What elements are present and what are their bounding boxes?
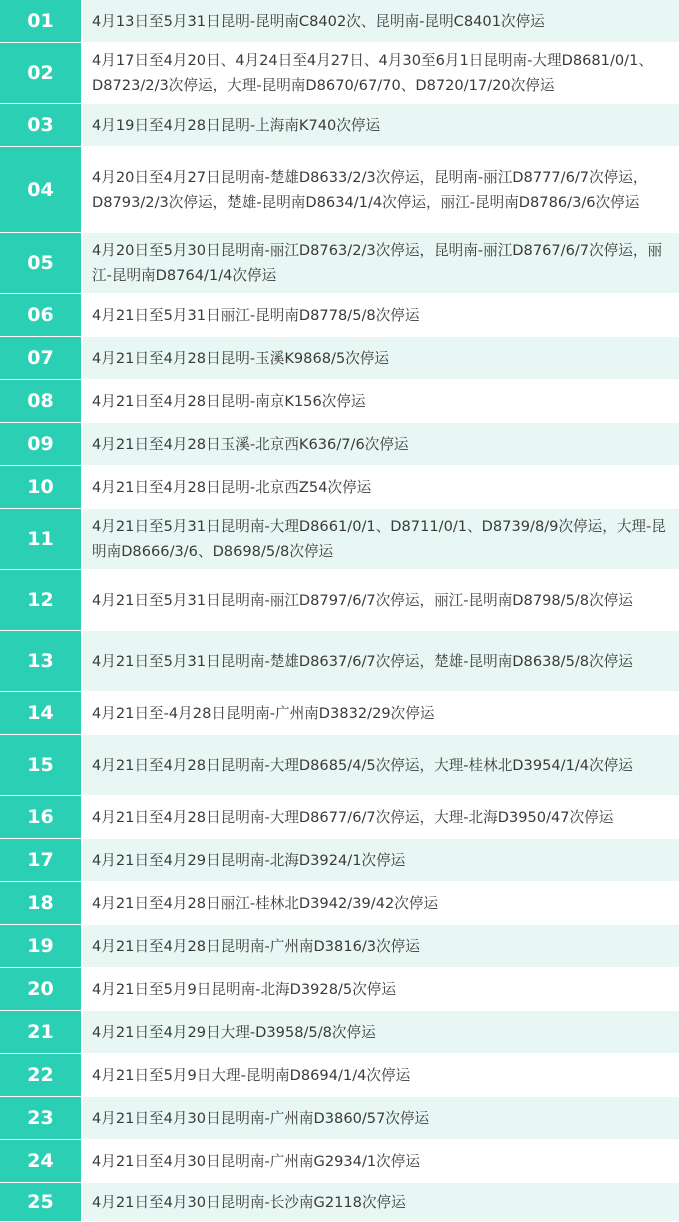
row-text: 4月21日至4月30日昆明南-广州南G2934/1次停运: [83, 1140, 679, 1182]
table-row: [0, 925, 679, 968]
row-text: 4月21日至4月28日昆明-北京西Z54次停运: [83, 466, 679, 508]
row-text: 4月21日至4月28日昆明-玉溪K9868/5次停运: [83, 337, 679, 379]
row-text: 4月21日至4月29日大理-D3958/5/8次停运: [83, 1011, 679, 1053]
row-number: 21: [0, 1011, 83, 1053]
row-number: 23: [0, 1097, 83, 1139]
row-text: 4月21日至4月28日丽江-桂林北D3942/39/42次停运: [83, 882, 679, 924]
table-row: [0, 631, 679, 692]
row-text: 4月21日至4月28日昆明南-广州南D3816/3次停运: [83, 925, 679, 967]
row-text: 4月21日至4月30日昆明南-广州南D3860/57次停运: [83, 1097, 679, 1139]
table-row: [0, 147, 679, 233]
table-row: [0, 796, 679, 839]
row-text: 4月21日至4月28日昆明南-大理D8677/6/7次停运，大理-北海D3950/47次停运: [83, 796, 679, 838]
row-number: 22: [0, 1054, 83, 1096]
table-row: [0, 1183, 679, 1222]
row-number: 03: [0, 104, 83, 146]
row-number: 06: [0, 294, 83, 336]
row-number: 05: [0, 233, 83, 293]
row-text: 4月21日至4月30日昆明南-长沙南G2118次停运: [83, 1183, 679, 1221]
table-row: [0, 0, 679, 43]
row-text: 4月21日至5月31日昆明南-楚雄D8637/6/7次停运，楚雄-昆明南D8638/5/8次停运: [83, 631, 679, 691]
table-row: [0, 1140, 679, 1183]
table-row: [0, 104, 679, 147]
row-text: 4月13日至5月31日昆明-昆明南C8402次、昆明南-昆明C8401次停运: [83, 0, 679, 42]
row-number: 12: [0, 570, 83, 630]
row-number: 02: [0, 43, 83, 103]
row-text: 4月20日至5月30日昆明南-丽江D8763/2/3次停运，昆明南-丽江D8767/6/7次停运，丽江-昆明南D8764/1/4次停运: [83, 233, 679, 293]
row-number: 08: [0, 380, 83, 422]
table-row: [0, 466, 679, 509]
table-row: [0, 337, 679, 380]
table-row: [0, 570, 679, 631]
row-text: 4月21日至5月9日大理-昆明南D8694/1/4次停运: [83, 1054, 679, 1096]
row-number: 11: [0, 509, 83, 569]
row-number: 14: [0, 692, 83, 734]
row-number: 20: [0, 968, 83, 1010]
row-number: 19: [0, 925, 83, 967]
table-row: [0, 43, 679, 104]
row-number: 09: [0, 423, 83, 465]
row-number: 15: [0, 735, 83, 795]
row-number: 17: [0, 839, 83, 881]
row-text: 4月21日至5月31日丽江-昆明南D8778/5/8次停运: [83, 294, 679, 336]
row-text: 4月21日至4月29日昆明南-北海D3924/1次停运: [83, 839, 679, 881]
table-row: [0, 423, 679, 466]
row-text: 4月19日至4月28日昆明-上海南K740次停运: [83, 104, 679, 146]
table-row: [0, 735, 679, 796]
row-number: 07: [0, 337, 83, 379]
table-row: [0, 509, 679, 570]
row-text: 4月20日至4月27日昆明南-楚雄D8633/2/3次停运，昆明南-丽江D8777/6/7次停运，D8793/2/3次停运，楚雄-昆明南D8634/1/4次停运，丽江-昆明南D8786/3/6次停运: [83, 147, 679, 232]
row-number: 10: [0, 466, 83, 508]
row-number: 18: [0, 882, 83, 924]
table-row: [0, 692, 679, 735]
table-row: [0, 968, 679, 1011]
row-text: 4月17日至4月20日、4月24日至4月27日、4月30至6月1日昆明南-大理D8681/0/1、D8723/2/3次停运，大理-昆明南D8670/67/70、D8720/17/20次停运: [83, 43, 679, 103]
row-number: 01: [0, 0, 83, 42]
row-text: 4月21日至4月28日昆明-南京K156次停运: [83, 380, 679, 422]
row-number: 13: [0, 631, 83, 691]
table-row: [0, 233, 679, 294]
table-row: [0, 1054, 679, 1097]
row-number: 25: [0, 1183, 83, 1221]
table-row: [0, 882, 679, 925]
row-text: 4月21日至4月28日昆明南-大理D8685/4/5次停运，大理-桂林北D3954/1/4次停运: [83, 735, 679, 795]
row-text: 4月21日至4月28日玉溪-北京西K636/7/6次停运: [83, 423, 679, 465]
row-text: 4月21日至5月31日昆明南-丽江D8797/6/7次停运，丽江-昆明南D8798/5/8次停运: [83, 570, 679, 630]
table-row: [0, 1097, 679, 1140]
row-number: 16: [0, 796, 83, 838]
table-row: [0, 294, 679, 337]
row-text: 4月21日至-4月28日昆明南-广州南D3832/29次停运: [83, 692, 679, 734]
row-number: 04: [0, 147, 83, 232]
table-row: [0, 839, 679, 882]
table-row: [0, 380, 679, 423]
row-number: 24: [0, 1140, 83, 1182]
row-text: 4月21日至5月31日昆明南-大理D8661/0/1、D8711/0/1、D8739/8/9次停运，大理-昆明南D8666/3/6、D8698/5/8次停运: [83, 509, 679, 569]
row-text: 4月21日至5月9日昆明南-北海D3928/5次停运: [83, 968, 679, 1010]
table-row: [0, 1011, 679, 1054]
